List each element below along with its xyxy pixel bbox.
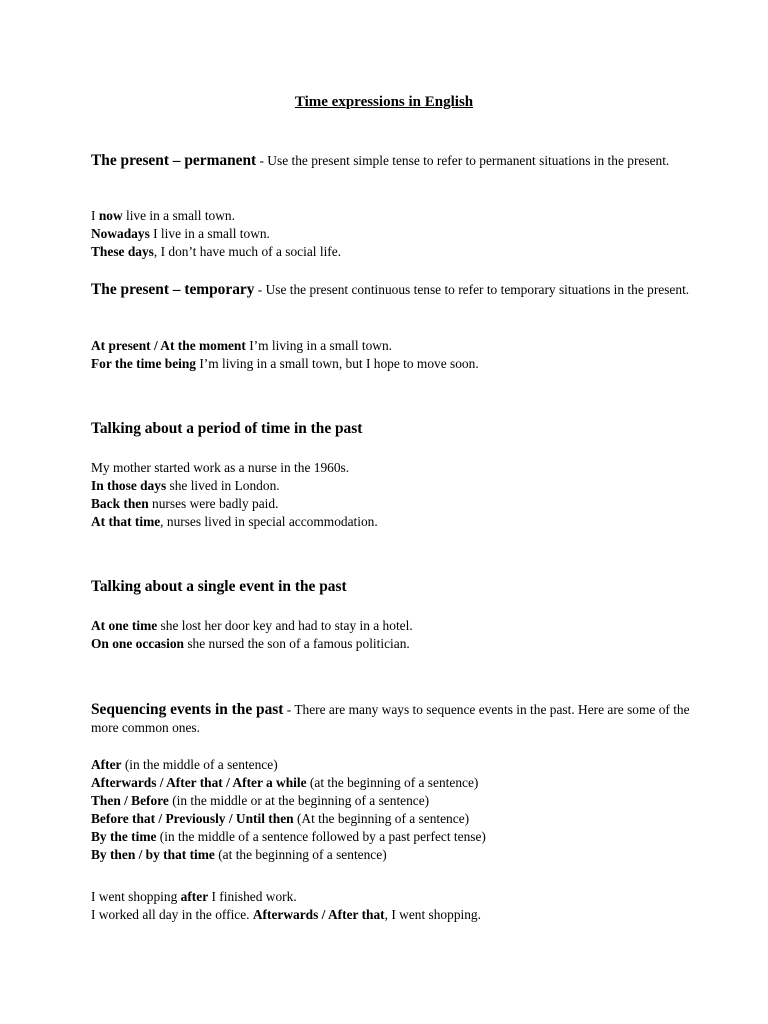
time-expression: At one time <box>91 618 158 633</box>
example-text: (in the middle of a sentence followed by a past perfect tense) <box>156 829 486 844</box>
section-present-temporary-intro <box>91 281 691 299</box>
section-heading: Talking about a single event in the past <box>91 578 347 595</box>
time-expression: By the time <box>91 829 157 844</box>
example-text: I’m living in a small town. <box>245 338 393 353</box>
section-single-event-examples <box>91 617 691 653</box>
example-text: (in the middle of a sentence) <box>121 757 278 772</box>
example-line <box>91 617 691 635</box>
example-text: I live in a small town. <box>149 226 270 241</box>
time-expression: after <box>180 889 209 904</box>
time-expression: By then / by that time <box>91 847 215 862</box>
section-heading: The present – temporary <box>91 281 255 298</box>
example-text: I finished work. <box>208 889 297 904</box>
example-line <box>91 792 691 810</box>
example-line <box>91 810 691 828</box>
example-text: I went shopping <box>91 889 181 904</box>
section-description: - Use the present continuous tense to refer to temporary situations in the present. <box>254 282 690 297</box>
document-title: Time expressions in English <box>294 94 474 110</box>
time-expression: After <box>91 757 122 772</box>
example-text: , nurses lived in special accommodation. <box>160 514 378 529</box>
example-text: I worked all day in the office. <box>91 907 253 922</box>
time-expression: In those days <box>91 478 167 493</box>
section-sequencing-examples <box>91 888 691 924</box>
time-expression: These days <box>91 244 154 259</box>
example-text: she lost her door key and had to stay in a hotel. <box>157 618 413 633</box>
time-expression: At that time <box>91 514 161 529</box>
section-present-temporary-examples <box>91 337 691 373</box>
time-expression: Afterwards / After that / After a while <box>91 775 307 790</box>
example-text: nurses were badly paid. <box>148 496 279 511</box>
example-line: My mother started work as a nurse in the 1960s. <box>91 460 350 475</box>
example-line <box>91 495 691 513</box>
time-expression: On one occasion <box>91 636 184 651</box>
section-sequencing-list <box>91 756 691 864</box>
example-line <box>91 207 691 225</box>
section-heading: Sequencing events in the past <box>91 701 284 718</box>
time-expression: For the time being <box>91 356 196 371</box>
time-expression: Nowadays <box>91 226 150 241</box>
example-line <box>91 888 691 906</box>
section-heading: Talking about a period of time in the past <box>91 420 363 437</box>
example-line <box>91 846 691 864</box>
time-expression: Afterwards / After that <box>252 907 385 922</box>
example-text: I <box>91 208 99 223</box>
example-line <box>91 513 691 531</box>
example-line <box>91 337 691 355</box>
time-expression: Back then <box>91 496 149 511</box>
section-present-permanent-intro <box>91 152 691 170</box>
example-text: (at the beginning of a sentence) <box>306 775 479 790</box>
time-expression: Before that / Previously / Until then <box>91 811 294 826</box>
section-description: - There are many ways to sequence events in the past. Here are some of the more common ones. <box>91 702 690 735</box>
example-text: , I don’t have much of a social life. <box>153 244 342 259</box>
example-line <box>91 828 691 846</box>
example-text: (at the beginning of a sentence) <box>214 847 387 862</box>
example-line <box>91 477 691 495</box>
section-sequencing-intro <box>91 701 691 737</box>
section-past-period-examples <box>91 459 691 531</box>
time-expression: Then / Before <box>91 793 169 808</box>
example-line <box>91 774 691 792</box>
example-text: , I went shopping. <box>384 907 481 922</box>
section-description: - Use the present simple tense to refer to permanent situations in the present. <box>256 153 670 168</box>
section-present-permanent-examples <box>91 207 691 261</box>
example-line <box>91 225 691 243</box>
example-line <box>91 906 691 924</box>
example-text: I’m living in a small town, but I hope to move soon. <box>196 356 479 371</box>
example-line <box>91 355 691 373</box>
example-text: (in the middle or at the beginning of a sentence) <box>168 793 430 808</box>
example-line <box>91 756 691 774</box>
time-expression: now <box>98 208 123 223</box>
example-text: she nursed the son of a famous politician. <box>184 636 410 651</box>
example-text: she lived in London. <box>166 478 280 493</box>
example-line <box>91 243 691 261</box>
section-heading: The present – permanent <box>91 152 257 169</box>
example-line <box>91 635 691 653</box>
example-text: (At the beginning of a sentence) <box>293 811 470 826</box>
example-text: live in a small town. <box>122 208 235 223</box>
time-expression: At present / At the moment <box>91 338 246 353</box>
